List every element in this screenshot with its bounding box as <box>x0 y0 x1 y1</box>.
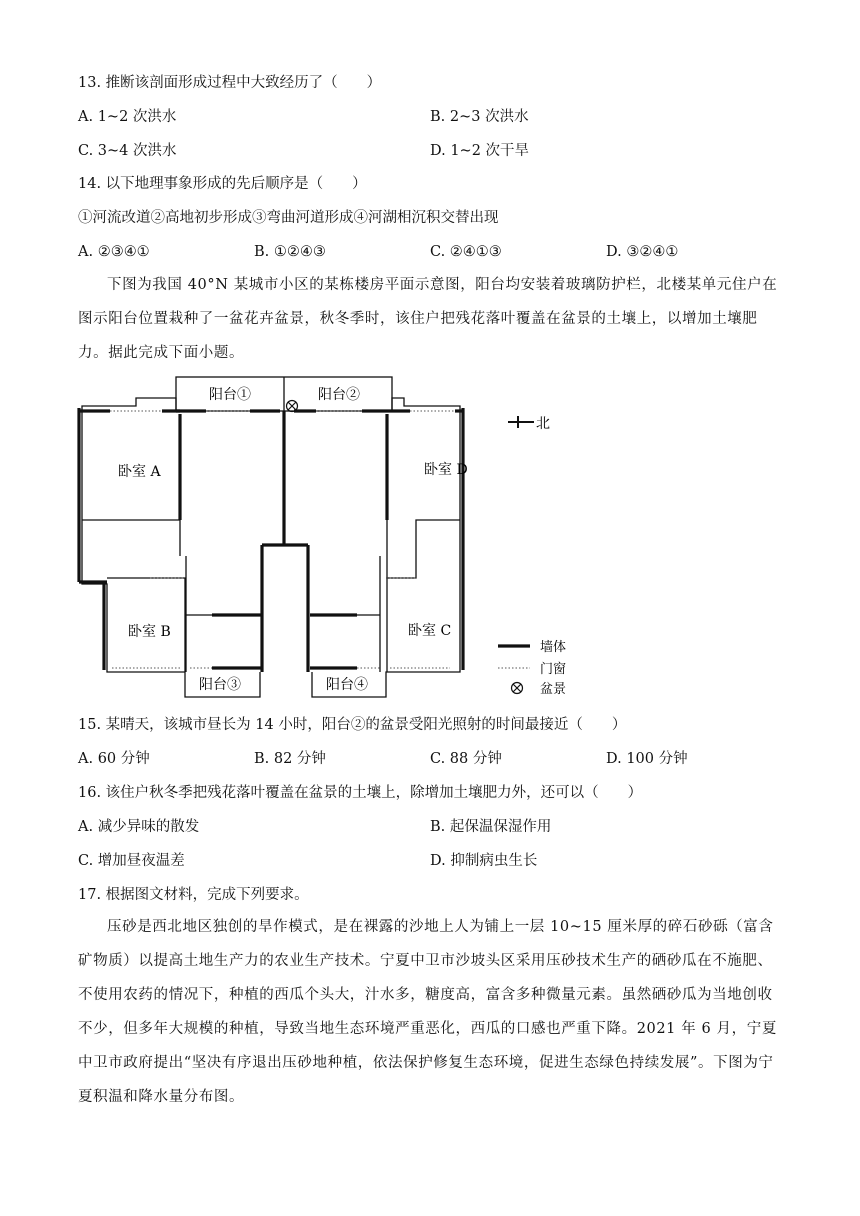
q13-option-b: B. 2~3 次洪水 <box>430 109 529 125</box>
legend <box>498 639 566 697</box>
q14-option-b: B. ①②④③ <box>254 244 326 260</box>
q13-option-c: C. 3~4 次洪水 <box>78 143 177 159</box>
balcony-4-label: 阳台④ <box>326 677 368 693</box>
legend-wall-label: 墙体 <box>540 640 567 655</box>
q13-stem: 13. 推断该剖面形成过程中大致经历了（ ） <box>78 75 382 91</box>
plant-icon <box>287 401 298 412</box>
balcony-2-label: 阳台② <box>318 387 360 403</box>
balcony-1-label: 阳台① <box>209 387 251 403</box>
q15-option-d: D. 100 分钟 <box>606 751 688 767</box>
north-arrow-icon <box>508 416 534 428</box>
north-label: 北 <box>536 416 550 432</box>
outer-walls <box>82 377 460 697</box>
q15-stem: 15. 某晴天，该城市昼长为 14 小时，阳台②的盆景受阳光照射的时间最接近（ ） <box>78 717 627 733</box>
q13-option-d: D. 1~2 次干旱 <box>430 143 530 159</box>
balcony-3-label: 阳台③ <box>199 677 241 693</box>
q14-stem: 14. 以下地理事象形成的先后顺序是（ ） <box>78 176 367 192</box>
q16-stem: 16. 该住户秋冬季把残花落叶覆盖在盆景的土壤上，除增加土壤肥力外，还可以（ ） <box>78 785 643 801</box>
q16-option-b: B. 起保温保湿作用 <box>430 819 552 835</box>
interior-walls <box>82 520 460 672</box>
q14-option-a: A. ②③④① <box>78 244 150 260</box>
intro-paragraph: 下图为我国 40°N 某城市小区的某栋楼房平面示意图，阳台均安装着玻璃防护栏，北楼某单元住户在图示阳台位置栽种了一盆花卉盆景，秋冬季时，该住户把残花落叶覆盖在盆景的土壤上，以增加土壤肥力。据此完成下面小题。 <box>78 277 778 361</box>
q16-option-d: D. 抑制病虫生长 <box>430 853 538 869</box>
q17-material: 压砂是西北地区独创的旱作模式，是在裸露的沙地上人为铺上一层 10~15 厘米厚的碎石砂砾（富含矿物质）以提高土地生产力的农业生产技术。宁夏中卫市沙坡头区采用压砂技术生产的硒砂瓜在不施肥、不使用农药的情况下，种植的西瓜个头大，汁水多，糖度高，富含多种微量元素。虽然硒砂瓜为当地创收不少，但多年大规模的种植，导致当地生态环境严重恶化，西瓜的口感也严重下降。2021 年 6 月，宁夏中卫市政府提出“坚决有序退出压砂地种植，依法保护修复生态环境，促进生态绿色持续发展”。下图为宁夏积温和降水量分布图。 <box>78 919 777 1105</box>
q15-option-c: C. 88 分钟 <box>430 751 502 767</box>
q17-stem: 17. 根据图文材料，完成下列要求。 <box>78 887 309 903</box>
q15-option-a: A. 60 分钟 <box>78 751 150 767</box>
bedroom-c-label: 卧室 C <box>408 623 452 639</box>
legend-plant-label: 盆景 <box>540 682 567 697</box>
bedroom-d-label: 卧室 D <box>424 462 468 478</box>
q14-items: ①河流改道②高地初步形成③弯曲河道形成④河湖相沉积交替出现 <box>78 210 499 226</box>
q16-option-a: A. 减少异味的散发 <box>78 819 200 835</box>
legend-door-label: 门窗 <box>540 662 567 677</box>
q16-option-c: C. 增加昼夜温差 <box>78 853 185 869</box>
q15-option-b: B. 82 分钟 <box>254 751 326 767</box>
q14-option-c: C. ②④①③ <box>430 244 502 260</box>
bedroom-b-label: 卧室 B <box>128 624 171 640</box>
q13-option-a: A. 1~2 次洪水 <box>78 109 177 125</box>
bedroom-a-label: 卧室 A <box>118 464 161 480</box>
q14-option-d: D. ③②④① <box>606 244 679 260</box>
legend-plant-icon <box>512 683 523 694</box>
